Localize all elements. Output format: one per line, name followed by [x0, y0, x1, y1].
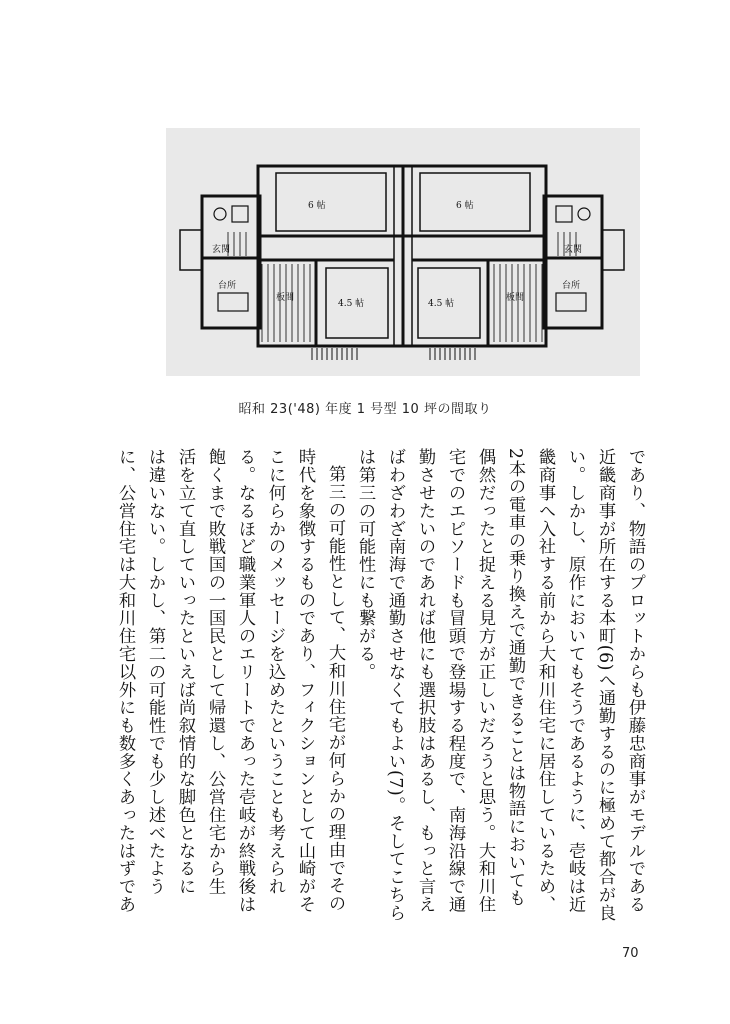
label-left-kitchen: 台所 — [218, 281, 237, 291]
left-wing-outline — [202, 196, 260, 328]
vertical-body-text — [115, 448, 650, 922]
page-number: 70 — [622, 946, 639, 961]
text-column: 宅でのエピソードも冒頭で登場する程度で、南海沿線で通 — [445, 448, 465, 914]
text-column: ばわざわざ南海で通勤させなくてもよい(7)。そしてこちら — [385, 448, 405, 922]
text-column: は違いない。しかし、第二の可能性でも少し述べたよう — [145, 448, 165, 896]
floor-plan-drawing — [166, 128, 640, 376]
text-column: 第三の可能性として、大和川住宅が何らかの理由でその — [325, 465, 345, 913]
label-right-engawa: 板間 — [506, 293, 525, 303]
label-left-six: 6 帖 — [308, 201, 326, 211]
entrance-steps — [312, 348, 475, 360]
label-right-six: 6 帖 — [456, 201, 474, 211]
text-column: い。しかし、原作においてもそうであるように、壱岐は近 — [565, 448, 585, 914]
label-right-four-half: 4.5 帖 — [428, 299, 455, 309]
text-column: 2本の電車の乗り換えで通勤できることは物語においても — [505, 448, 525, 907]
text-column: こに何らかのメッセージを込めたということも考えられ — [265, 448, 285, 896]
text-column: は第三の可能性にも繋がる。 — [355, 448, 375, 681]
label-left-engawa: 板間 — [276, 293, 295, 303]
right-wing-outline — [544, 196, 602, 328]
text-column: る。なるほど職業軍人のエリートであった壱岐が終戦後は — [235, 448, 255, 914]
text-column: 近畿商事が所在する本町(6)へ通勤するのに極めて都合が良 — [595, 448, 615, 922]
text-column: 勤させたいのであれば他にも選択肢はあるし、もっと言え — [415, 448, 435, 914]
text-column: 活を立て直していったといえば尚叙情的な脚色となるに — [175, 448, 195, 896]
label-left-entrance: 玄関 — [212, 245, 231, 255]
text-column: 飽くまで敗戦国の一国民として帰還し、公営住宅から生 — [205, 448, 225, 896]
floor-plan-figure — [166, 128, 640, 376]
text-column: 偶然だったと捉える見方が正しいだろうと思う。大和川住 — [475, 448, 495, 914]
text-column: 時代を象徴するものであり、フィクションとして山崎がそ — [295, 448, 315, 914]
label-right-kitchen: 台所 — [562, 281, 581, 291]
text-column: であり、物語のプロットからも伊藤忠商事がモデルである — [625, 448, 645, 914]
label-right-entrance: 玄関 — [564, 245, 583, 255]
text-column: 畿商事へ入社する前から大和川住宅に居住しているため、 — [535, 448, 555, 914]
label-left-four-half: 4.5 帖 — [338, 299, 365, 309]
figure-caption: 昭和 23('48) 年度 1 号型 10 坪の間取り — [238, 402, 492, 417]
text-column: に、公営住宅は大和川住宅以外にも数多くあったはずであ — [115, 448, 135, 914]
